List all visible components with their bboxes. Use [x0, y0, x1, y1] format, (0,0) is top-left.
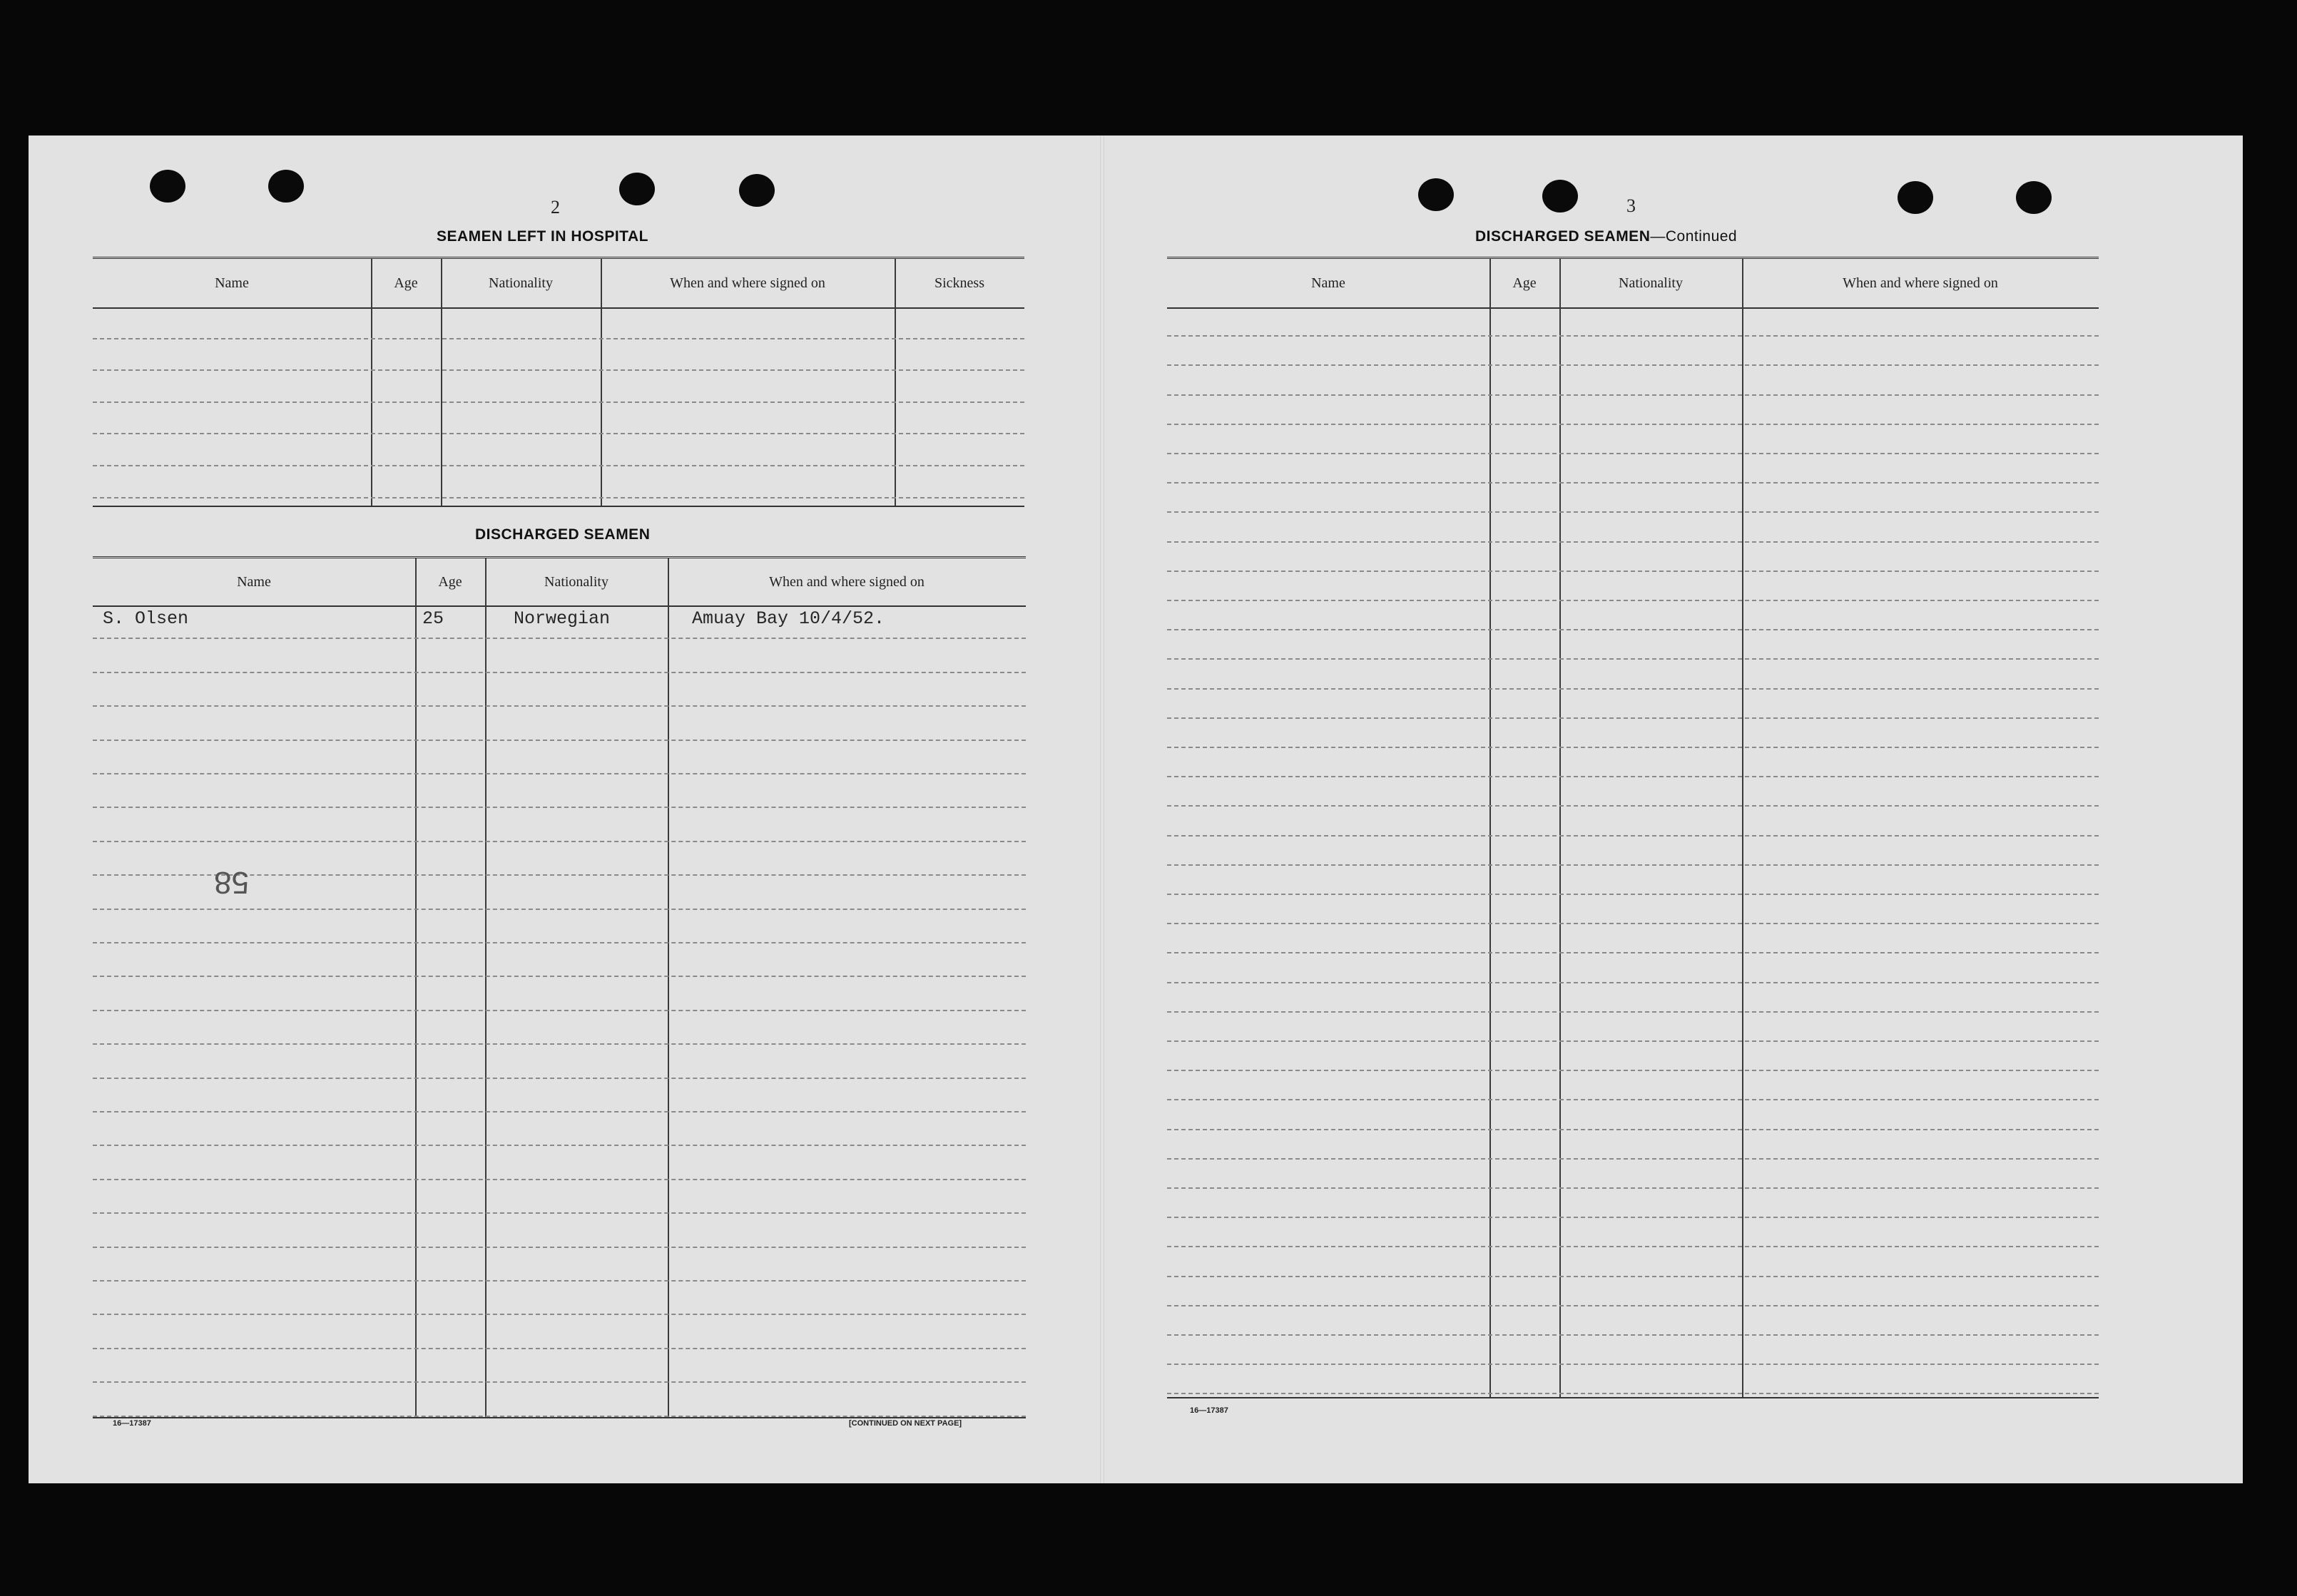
- table-row: [1167, 629, 2099, 630]
- discharged-section-title: DISCHARGED SEAMEN: [475, 526, 651, 543]
- table-row: [93, 1280, 1026, 1282]
- hospital-table-header: [93, 259, 1024, 309]
- table-row: [1167, 688, 2099, 690]
- table-row: [1167, 1011, 2099, 1013]
- column-divider: [601, 259, 602, 506]
- continued-note: [CONTINUED ON NEXT PAGE]: [849, 1419, 962, 1428]
- table-row: [93, 1179, 1026, 1180]
- table-row: [1167, 1246, 2099, 1247]
- col-header-nationality: Nationality: [544, 573, 608, 590]
- table-row: [1167, 923, 2099, 924]
- table-row: [1167, 776, 2099, 777]
- table-cell: 25: [422, 608, 444, 629]
- table-row: [93, 1416, 1026, 1417]
- table-row: [1167, 1334, 2099, 1336]
- column-divider: [371, 259, 372, 506]
- table-row: [93, 1381, 1026, 1383]
- table-row: [1167, 600, 2099, 601]
- column-divider: [668, 558, 669, 1417]
- table-row: [1167, 894, 2099, 895]
- form-number-left: 16—17387: [113, 1419, 151, 1428]
- table-row: [93, 841, 1026, 842]
- table-row: [1167, 805, 2099, 807]
- discharged-continued-title: [1475, 228, 1737, 245]
- table-row: [93, 807, 1026, 808]
- table-row: [93, 1314, 1026, 1315]
- page-number-right: 3: [1626, 195, 1636, 216]
- punch-hole: [1542, 180, 1578, 213]
- col-header-name: Name: [215, 275, 249, 291]
- col-header-signed-on: When and where signed on: [1843, 275, 1998, 291]
- col-header-nationality: Nationality: [1619, 275, 1683, 291]
- hospital-table: [93, 257, 1024, 507]
- table-row: [93, 401, 1024, 403]
- table-row: [93, 976, 1026, 977]
- table-row: [1167, 835, 2099, 837]
- column-divider: [415, 558, 417, 1417]
- table-row: [1167, 1129, 2099, 1130]
- column-divider: [1489, 259, 1491, 1397]
- column-divider: [1742, 259, 1743, 1397]
- table-row: [93, 1247, 1026, 1248]
- table-row: [1167, 1217, 2099, 1218]
- table-row: [1167, 1070, 2099, 1071]
- table-row: [1167, 335, 2099, 337]
- table-row: [1167, 1040, 2099, 1042]
- table-cell: Amuay Bay 10/4/52.: [692, 608, 885, 629]
- table-row: [93, 465, 1024, 466]
- punch-hole: [1898, 181, 1933, 214]
- table-row: [1167, 717, 2099, 719]
- table-row: [1167, 1187, 2099, 1189]
- table-row: [1167, 658, 2099, 660]
- margin-number: 58: [214, 865, 249, 900]
- table-row: [1167, 482, 2099, 484]
- table-row: [93, 773, 1026, 774]
- table-row: [93, 909, 1026, 910]
- table-row: [1167, 1364, 2099, 1365]
- table-row: [93, 705, 1026, 707]
- col-header-signed-on: When and where signed on: [670, 275, 825, 291]
- table-row: [93, 1145, 1026, 1146]
- table-row: [93, 1043, 1026, 1045]
- discharged-continued-title-suffix: —Continued: [1650, 228, 1738, 245]
- column-divider: [895, 259, 896, 506]
- table-row: [1167, 982, 2099, 983]
- table-row: [93, 1010, 1026, 1011]
- table-row: [1167, 747, 2099, 748]
- page-number-left: 2: [551, 197, 560, 218]
- column-divider: [441, 259, 442, 506]
- col-header-age: Age: [394, 275, 418, 291]
- table-row: [1167, 1158, 2099, 1160]
- table-row: [93, 638, 1026, 639]
- table-cell: S. Olsen: [103, 608, 189, 629]
- form-number-right: 16—17387: [1190, 1406, 1228, 1415]
- discharged-continued-table: [1167, 257, 2099, 1398]
- col-header-signed-on: When and where signed on: [769, 573, 925, 590]
- hospital-section-title: SEAMEN LEFT IN HOSPITAL: [437, 228, 648, 245]
- table-row: [1167, 1305, 2099, 1306]
- table-row: [93, 740, 1026, 741]
- discharged-table-header: [93, 558, 1026, 607]
- punch-hole: [1418, 178, 1454, 211]
- col-header-name: Name: [237, 573, 271, 590]
- table-row: [1167, 952, 2099, 953]
- column-divider: [485, 558, 487, 1417]
- punch-hole: [150, 170, 185, 203]
- table-row: [93, 1212, 1026, 1214]
- table-row: [1167, 364, 2099, 366]
- discharged-continued-title-main: DISCHARGED SEAMEN: [1475, 228, 1651, 245]
- table-row: [93, 942, 1026, 943]
- table-row: [1167, 571, 2099, 572]
- discharged-continued-header: [1167, 259, 2099, 309]
- table-row: [1167, 541, 2099, 543]
- punch-hole: [619, 173, 655, 205]
- col-header-age: Age: [1512, 275, 1537, 291]
- table-row: [1167, 453, 2099, 454]
- table-row: [93, 1078, 1026, 1079]
- col-header-sickness: Sickness: [934, 275, 984, 291]
- column-divider: [1559, 259, 1561, 1397]
- table-row: [93, 1348, 1026, 1349]
- punch-hole: [2016, 181, 2052, 214]
- table-row: [1167, 1276, 2099, 1277]
- page-fold: [1100, 135, 1104, 1483]
- col-header-age: Age: [438, 573, 462, 590]
- table-row: [93, 369, 1024, 371]
- col-header-name: Name: [1311, 275, 1345, 291]
- table-row: [1167, 864, 2099, 866]
- table-row: [93, 338, 1024, 339]
- table-row: [1167, 1099, 2099, 1100]
- table-row: [93, 1111, 1026, 1112]
- table-row: [93, 672, 1026, 673]
- table-row: [93, 497, 1024, 498]
- table-row: [1167, 424, 2099, 425]
- col-header-nationality: Nationality: [489, 275, 553, 291]
- table-cell: Norwegian: [514, 608, 611, 629]
- table-row: [93, 433, 1024, 434]
- table-row: [1167, 511, 2099, 513]
- punch-hole: [739, 174, 775, 207]
- discharged-table: [93, 556, 1026, 1418]
- punch-hole: [268, 170, 304, 203]
- table-row: [1167, 1393, 2099, 1394]
- table-row: [1167, 394, 2099, 396]
